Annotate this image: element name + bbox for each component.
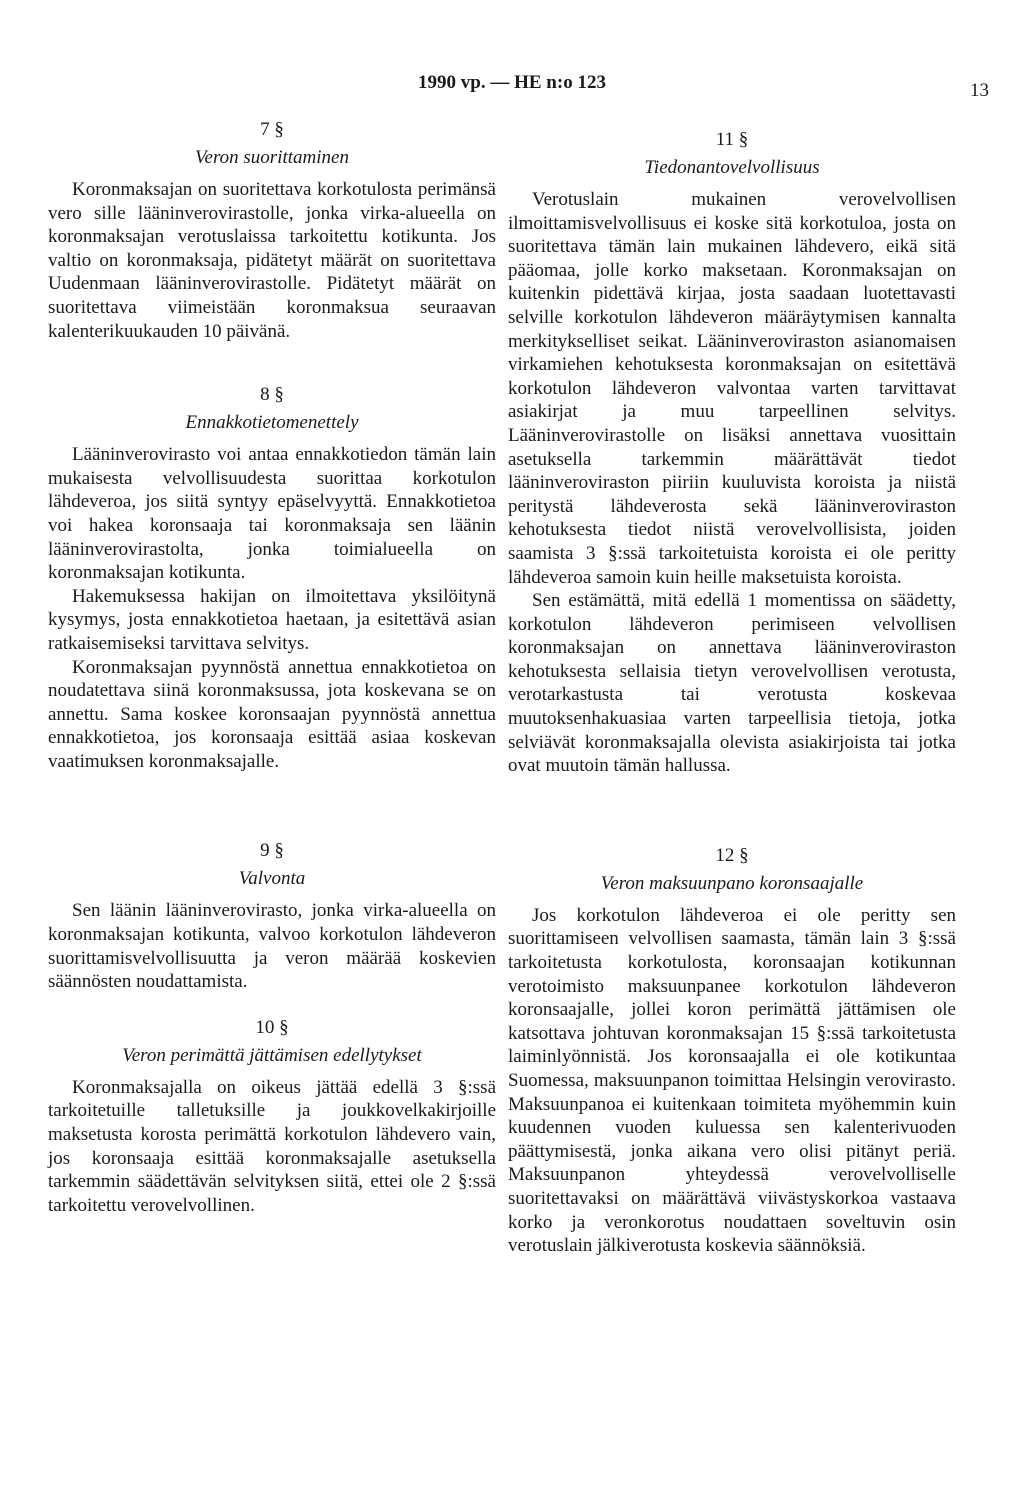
paragraph: Koronmaksajan on suoritettava korkotulosta perimänsä vero sille lääninverovirastolle, jonka virka-alueella on koronmaksajan verotuslaissa tarkoitettu kotikunta. Jos valtio on koronmaksaja, pidätetyt määrät on suoritettava Uudenmaan lääninverovirastolle. Pidätetyt määrät on suoritettava viimeistään koronmaksua seuraavan kalenterikuukauden 10 päivänä. xyxy=(48,179,496,342)
section-title: Veron maksuunpano koronsaajalle xyxy=(600,872,864,894)
section-number: 7 § xyxy=(260,119,284,140)
document-title: 1990 vp. — HE n:o 123 xyxy=(418,72,606,93)
section-title: Veron suorittaminen xyxy=(195,147,349,168)
section-number: 8 § xyxy=(260,384,284,406)
right-column xyxy=(508,128,956,1280)
section-title: Veron perimättä jättämisen edellytykset xyxy=(122,1044,422,1066)
section-number: 10 § xyxy=(255,1016,289,1038)
paragraph: Koronmaksajalla on oikeus jättää edellä 3 §:ssä tarkoitetuille talletuksille ja joukkovelkakirjoille maksetusta korosta perimättä korkotulon lähdevero vain, jos koronsaaja esittää koronmaksajalle asetuksella tarkemmin säädettävän selvityksen siitä, ettei ole 2 §:ssä tarkoitettu verovelvollinen. xyxy=(48,1076,496,1216)
page-number: 13 xyxy=(970,80,989,101)
paragraph: Lääninverovirasto voi antaa ennakkotiedon tämän lain mukaisesta velvollisuudesta suorittaa korkotulon lähdeveroa, jos siitä syntyy epäselvyyttä. Ennakkotietoa voi hakea koronsaaja tai koronmaksaja sen läänin lääninverovirastolta, jonka toimialueella on koronmaksajan kotikunta. xyxy=(48,444,496,584)
section-title: Ennakkotietomenettely xyxy=(185,412,359,434)
section-11 xyxy=(508,128,956,778)
paragraph: Sen läänin lääninverovirasto, jonka virka-alueella on koronmaksajan kotikunta, valvoo korkotulon lähdeveron suorittamisvelvollisuutta ja veron määrää koskevien säännösten noudattamista. xyxy=(48,900,496,993)
paragraph: Verotuslain mukainen verovelvollisen ilmoittamisvelvollisuus ei koske sitä korkotuloa, josta on suoritettava tämän lain mukainen lähdevero, eikä sitä pääomaa, jolle korko maksetaan. Koronmaksajan on kuitenkin pidettävä kirjaa, josta saadaan luotettavasti selville korkotulon lähdeveron määräytymisen kannalta merkitykselliset seikat. Lääninveroviraston asianomaisen virkamiehen kehotuksesta koronmaksajan on esitettävä korkotulon lähdeveron valvontaa varten tarvittavat asiakirjat ja muu tarpeellinen selvitys. Lääninverovirastolle on lisäksi annettava vuosittain asetuksella tarkemmin määrättävät tiedot lääninveroviraston piiriin kuuluvista koroista ja niistä peritystä lähdeverosta sekä lääninveroviraston kehotuksesta tiedot niistä verovelvollisista, joiden saamista 3 §:ssä tarkoitetuista koroista ei ole peritty lähdeveroa samoin kuin heille maksetuista koroista. xyxy=(508,189,956,588)
section-8 xyxy=(48,383,496,773)
section-9 xyxy=(48,839,496,993)
section-10 xyxy=(48,1016,496,1218)
section-title: Tiedonantovelvollisuus xyxy=(644,157,820,178)
page-header xyxy=(0,70,1024,100)
section-number: 9 § xyxy=(260,840,284,862)
paragraph: Jos korkotulon lähdeveroa ei ole peritty sen suorittamiseen velvollisen saamasta, tämän lain 3 §:ssä tarkoitetusta korkotulosta, koronsaajan kotikunnan verotoimisto maksuunpanee korkotulon lähdeveron koronsaajalle, jollei koron perimättä jättämisen ole katsottava johtuvan koronmaksajan 15 §:ssä tarkoitetusta laiminlyönnistä. Jos koronsaajalla ei ole kotikuntaa Suomessa, maksuunpanon toimittaa Helsingin verovirasto. Maksuunpanoa ei kuitenkaan toimiteta myöhemmin kuin kuudennen vuoden kuluessa sen kalenterivuoden päättymisestä, jonka aikana vero olisi pitänyt periä. Maksuunpanon yhteydessä verovelvolliselle suoritettavaksi on määrättävä viivästyskorkoa vastaava korko ja veronkorotus noudattaen soveltuvin osin verotuslain jälkiverotusta koskevia säännöksiä. xyxy=(508,904,956,1257)
paragraph: Sen estämättä, mitä edellä 1 momentissa on säädetty, korkotulon lähdeveron perimiseen velvollisen koronmaksajan on annettava lääninveroviraston kehotuksesta sellaisia tietyn verovelvollisen verotusta, verotarkastusta tai verotusta koskevaa muutoksenhakuasiaa varten tarpeellisia tietoja, jotka selviävät koronmaksajalla olevista asiakirjoista tai jotka ovat muutoin tämän hallussa. xyxy=(508,590,956,777)
paragraph: Koronmaksajan pyynnöstä annettua ennakkotietoa on noudatettava siinä koronmaksussa, jota koskevana se on annettu. Sama koskee koronsaajan pyynnöstä annettua ennakkotietoa, jos koronsaaja esittää asiaa koskevan vaatimuksen koronmaksajalle. xyxy=(48,656,496,772)
section-number: 12 § xyxy=(715,844,749,866)
section-7 xyxy=(48,118,496,343)
section-number: 11 § xyxy=(715,129,749,150)
section-title: Valvonta xyxy=(238,868,306,890)
section-12 xyxy=(508,844,956,1258)
paragraph: Hakemuksessa hakijan on ilmoitettava yksilöitynä kysymys, josta ennakkotietoa haetaan, ja esitettävä asian ratkaisemiseksi tarvittava selvitys. xyxy=(48,585,496,654)
left-column xyxy=(48,118,496,1239)
